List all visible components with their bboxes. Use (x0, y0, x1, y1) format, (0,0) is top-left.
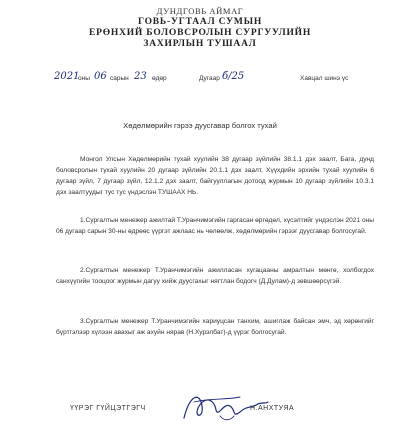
date-day-handwritten: 23 (134, 71, 147, 82)
district-name: ГОВЬ-УГТААЛ СУМЫН (137, 17, 263, 27)
place-name: Хавцал шинэ үс (300, 75, 349, 82)
document-header (0, 6, 400, 50)
signature-block (70, 402, 370, 416)
order-item-3: 3.Сургалтын менежер Т.Уранчимэгийн хариуцсан танхим, ашиглаж байсан эмч, эд хөрөнгийг бүртгэлээр хүлээн авахыг аж ахуйн нярав (Н.Хурэлбат)-д үүрэг болгосугай. (56, 318, 374, 337)
date-year-handwritten: 2021 (54, 71, 80, 82)
order-item-1: 1.Сургалтын менежер ажилтай Т.Уранчимэгийн гаргасан өргөдөл, хүсэлтийг үндэслэн 2021 оны 06 дугаар сарын 30-ны өдрөөс үүргэт ажлаас нь чөлөөлж, хөдөлмөрийн гэрээг дуусгавар болгосугай. (56, 217, 374, 236)
signatory-name: Н.АНХТУЯА (250, 405, 295, 412)
date-month-handwritten: 06 (94, 71, 107, 82)
school-name: ЕРӨНХИЙ БОЛОВСРОЛЫН СУРГУУЛИЙН (88, 28, 312, 38)
document-title: Хөдөлмөрийн гэрээ дуусгавар болгох тухай (123, 121, 277, 130)
date-year-suffix: оны (78, 75, 90, 82)
order-number-handwritten: б/25 (222, 71, 245, 82)
date-month-suffix: сарын (110, 75, 129, 82)
province-name: ДУНДГОВЬ АЙМАГ (156, 6, 244, 16)
order-type: ЗАХИРЛЫН ТУШААЛ (143, 39, 257, 49)
number-label: Дугаар (199, 75, 220, 82)
order-item-2: 2.Сургалтын менежер Т.Уранчимэгийн ажилласан хугацааны амралтын мөнгө, холбогдох санхүүгийн тооцоог журмын дагуу хийж дуусгахыг нягтлан бодогч (Д.Дулам)-д зөвшөөрсүгэй. (56, 267, 374, 286)
signatory-title: ҮҮРЭГ ГҮЙЦЭТГЭГЧ (70, 405, 146, 412)
date-day-suffix: өдөр (152, 75, 167, 82)
preamble-paragraph: Монгол Улсын Хөдөлмөрийн тухай хуулийн 38 дугаар зүйлийн 38.1.1 дэх заалт, Бага, дунд боловсролын тухай хуулийн 20 дугаар зүйлийн 20.1.1 дэх заалт, Хүүхдийн эрхийн тухай хуулийн 6 дугаар зүйл, 7 дугаар зүйл, 12.1.2 дэх заалт, байгууллагын дотоод журмын 10 дугаар зүйлийн 10.3.1 дэх заалтуудыг тус тус үндэслэн ТУШААХ НЬ. (56, 156, 374, 197)
